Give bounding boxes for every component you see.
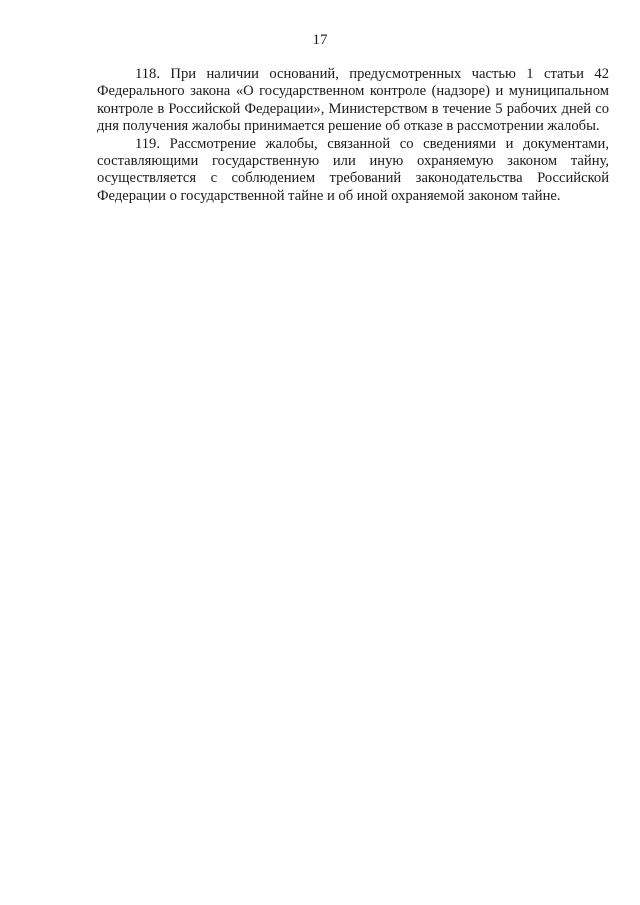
paragraph-118: 118. При наличии оснований, предусмотренных частью 1 статьи 42 Федерального закона «О государственном контроле (надзоре) и муниципальном контроле в Российской Федерации», Министерством в течение 5 рабочих дней со дня получения жалобы принимается решение об отказе в рассмотрении жалобы. [97,66,609,135]
document-body [97,66,609,205]
paragraph-119: 119. Рассмотрение жалобы, связанной со сведениями и документами, составляющими государственную или иную охраняемую законом тайну, осуществляется с соблюдением требований законодательства Российской Федерации о государственной тайне и об иной охраняемой законом тайне. [97,135,609,204]
page-number: 17 [312,32,328,48]
